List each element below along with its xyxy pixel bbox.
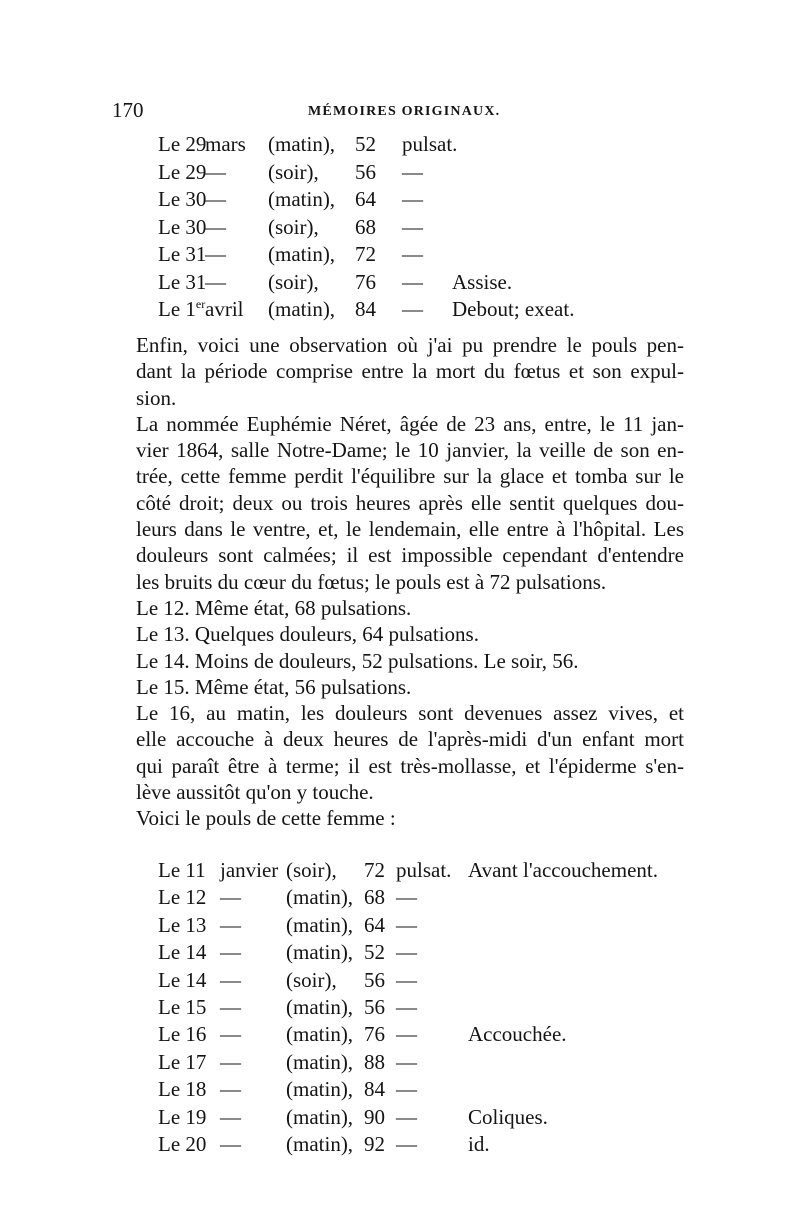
month-cell: avril (205, 297, 244, 321)
note-cell: Accouchée. (468, 1022, 567, 1047)
day-cell: Le 18 (158, 1077, 207, 1102)
paragraph-intro (114, 332, 684, 411)
note-cell: Coliques. (468, 1104, 548, 1129)
unit-cell: pulsat. (402, 132, 458, 156)
table-row (0, 270, 800, 298)
running-head: MÉMOIRES ORIGINAUX. (308, 104, 501, 119)
ordinal-suffix: er (195, 297, 206, 311)
day-cell: Le 20 (158, 1132, 207, 1156)
unit-cell: — (396, 1104, 417, 1129)
text-line: trée, cette femme perdit l'équilibre sur la glace et tomba sur le (136, 464, 684, 489)
unit-cell: — (402, 159, 423, 184)
text-line: Enfin, voici une observation où j'ai pu prendre le pouls pen- (136, 333, 684, 357)
unit-cell: — (396, 1077, 417, 1102)
month-cell: — (205, 187, 226, 211)
pulse-value-cell: 72 (355, 242, 376, 266)
time-cell: (matin), (286, 1049, 354, 1074)
paragraph-day-15: Le 15. Même état, 56 pulsations. (136, 674, 412, 699)
text-line: vier 1864, salle Notre-Dame; le 10 janvier, la veille de son en- (136, 438, 684, 463)
unit-cell: — (402, 242, 423, 266)
unit-cell: — (396, 1049, 417, 1074)
text-line: La nommée Euphémie Néret, âgée de 23 ans, entre, le 11 jan- (136, 411, 684, 436)
month-cell: — (205, 269, 226, 294)
table-row (0, 215, 800, 243)
table-row (0, 1077, 800, 1105)
time-cell: (matin), (286, 1077, 354, 1102)
day-cell: Le 14 (158, 940, 207, 965)
unit-cell: — (402, 297, 423, 321)
unit-cell: — (402, 214, 423, 239)
month-cell: — (205, 214, 226, 239)
time-cell: (matin), (268, 297, 336, 321)
day-cell: Le 16 (158, 1022, 207, 1047)
table-row (0, 242, 800, 270)
unit-cell: — (396, 885, 417, 910)
pulse-value-cell: 64 (355, 187, 376, 211)
unit-cell: pulsat. (396, 858, 452, 882)
table-row (0, 995, 800, 1023)
day-cell: Le 17 (158, 1049, 207, 1074)
day-cell: Le 13 (158, 912, 207, 937)
paragraph-day-14: Le 14. Moins de douleurs, 52 pulsations. Le soir, 56. (136, 648, 579, 673)
text-line: lève aussitôt qu'on y touche. (136, 780, 374, 805)
text-line: sion. (136, 385, 177, 410)
page-header (0, 98, 800, 128)
pulse-value-cell: 84 (355, 297, 376, 321)
day-cell: Le 31 (158, 242, 207, 266)
day-cell: Le 31 (158, 269, 207, 294)
table-row (0, 1132, 800, 1160)
note-cell: Assise. (452, 269, 513, 294)
unit-cell: — (396, 1132, 417, 1156)
table-row (0, 968, 800, 996)
time-cell: (matin), (286, 912, 354, 937)
pulse-value-cell: 88 (364, 1049, 385, 1074)
table-row (0, 940, 800, 968)
time-cell: (matin), (268, 132, 336, 156)
table-row (0, 297, 800, 325)
pulse-value-cell: 84 (364, 1077, 385, 1102)
text-line: les bruits du cœur du fœtus; le pouls est à 72 pulsations. (136, 569, 607, 594)
time-cell: (matin), (286, 1022, 354, 1047)
pulse-value-cell: 64 (364, 912, 385, 937)
time-cell: (matin), (268, 187, 336, 211)
text-line: côté droit; deux ou trois heures après elle sentit quelques dou- (136, 490, 684, 515)
note-cell: Debout; exeat. (452, 297, 575, 321)
pulse-value-cell: 68 (355, 214, 376, 239)
text-line: douleurs sont calmées; il est impossible cependant d'entendre (136, 543, 684, 568)
day-cell: Le 1er (158, 297, 206, 321)
pulse-value-cell: 72 (364, 858, 385, 882)
pulse-value-cell: 52 (364, 940, 385, 965)
time-cell: (soir), (286, 858, 337, 882)
text-line: Le 16, au matin, les douleurs sont devenues assez vives, et (136, 701, 684, 726)
month-cell: — (220, 1049, 241, 1074)
table-row (0, 1050, 800, 1078)
month-cell: — (220, 940, 241, 965)
time-cell: (soir), (268, 214, 319, 239)
month-cell: janvier (220, 858, 279, 882)
text-line: leurs dans le ventre, et, le lendemain, elle entre à l'hôpital. Les (136, 517, 684, 542)
pulse-value-cell: 68 (364, 885, 385, 910)
time-cell: (matin), (286, 1104, 354, 1129)
text-line: dant la période comprise entre la mort du fœtus et son expul- (136, 359, 684, 384)
month-cell: mars (205, 132, 246, 156)
month-cell: — (220, 1022, 241, 1047)
note-cell: id. (468, 1132, 490, 1156)
day-cell: Le 30 (158, 187, 207, 211)
body-text (114, 332, 684, 832)
day-cell: Le 30 (158, 214, 207, 239)
unit-cell: — (402, 187, 423, 211)
unit-cell: — (396, 940, 417, 965)
unit-cell: — (396, 1022, 417, 1047)
time-cell: (matin), (268, 242, 336, 266)
day-cell: Le 12 (158, 885, 207, 910)
day-cell: Le 11 (158, 858, 206, 882)
table-row (0, 1022, 800, 1050)
day-cell: Le 29 (158, 132, 207, 156)
time-cell: (matin), (286, 885, 354, 910)
table-row (0, 858, 800, 886)
month-cell: — (205, 242, 226, 266)
month-cell: — (220, 1132, 241, 1156)
day-cell: Le 19 (158, 1104, 207, 1129)
table-row (0, 913, 800, 941)
pulse-value-cell: 76 (364, 1022, 385, 1047)
table-row (0, 132, 800, 160)
page-number: 170 (112, 98, 144, 122)
month-cell: — (220, 1077, 241, 1102)
month-cell: — (220, 967, 241, 992)
time-cell: (matin), (286, 1132, 354, 1156)
table-row (0, 160, 800, 188)
table-row (0, 187, 800, 215)
pulse-value-cell: 52 (355, 132, 376, 156)
paragraph-day-12: Le 12. Même état, 68 pulsations. (136, 595, 412, 620)
table-row (0, 885, 800, 913)
month-cell: — (220, 995, 241, 1019)
pulse-value-cell: 56 (355, 159, 376, 184)
time-cell: (matin), (286, 995, 354, 1019)
time-cell: (matin), (286, 940, 354, 965)
text-line: elle accouche à deux heures de l'après-midi d'un enfant mort (136, 727, 684, 752)
month-cell: — (205, 159, 226, 184)
pulse-value-cell: 56 (364, 967, 385, 992)
month-cell: — (220, 912, 241, 937)
month-cell: — (220, 885, 241, 910)
month-cell: — (220, 1104, 241, 1129)
paragraph-pulse-intro: Voici le pouls de cette femme : (136, 806, 396, 831)
unit-cell: — (396, 967, 417, 992)
pulse-value-cell: 90 (364, 1104, 385, 1129)
paragraph-case-history (114, 411, 684, 595)
day-cell: Le 15 (158, 995, 207, 1019)
table-row (0, 1105, 800, 1133)
pulse-value-cell: 56 (364, 995, 385, 1019)
time-cell: (soir), (286, 967, 337, 992)
pulse-value-cell: 92 (364, 1132, 385, 1156)
note-cell: Avant l'accouchement. (468, 858, 658, 882)
unit-cell: — (402, 269, 423, 294)
time-cell: (soir), (268, 159, 319, 184)
unit-cell: — (396, 995, 417, 1019)
paragraph-day-16 (114, 700, 684, 805)
pulse-value-cell: 76 (355, 269, 376, 294)
paragraph-day-13: Le 13. Quelques douleurs, 64 pulsations. (136, 622, 479, 647)
time-cell: (soir), (268, 269, 319, 294)
unit-cell: — (396, 912, 417, 937)
text-line: qui paraît être à terme; il est très-mollasse, et l'épiderme s'en- (136, 753, 684, 778)
day-cell: Le 14 (158, 967, 207, 992)
day-cell: Le 29 (158, 159, 207, 184)
